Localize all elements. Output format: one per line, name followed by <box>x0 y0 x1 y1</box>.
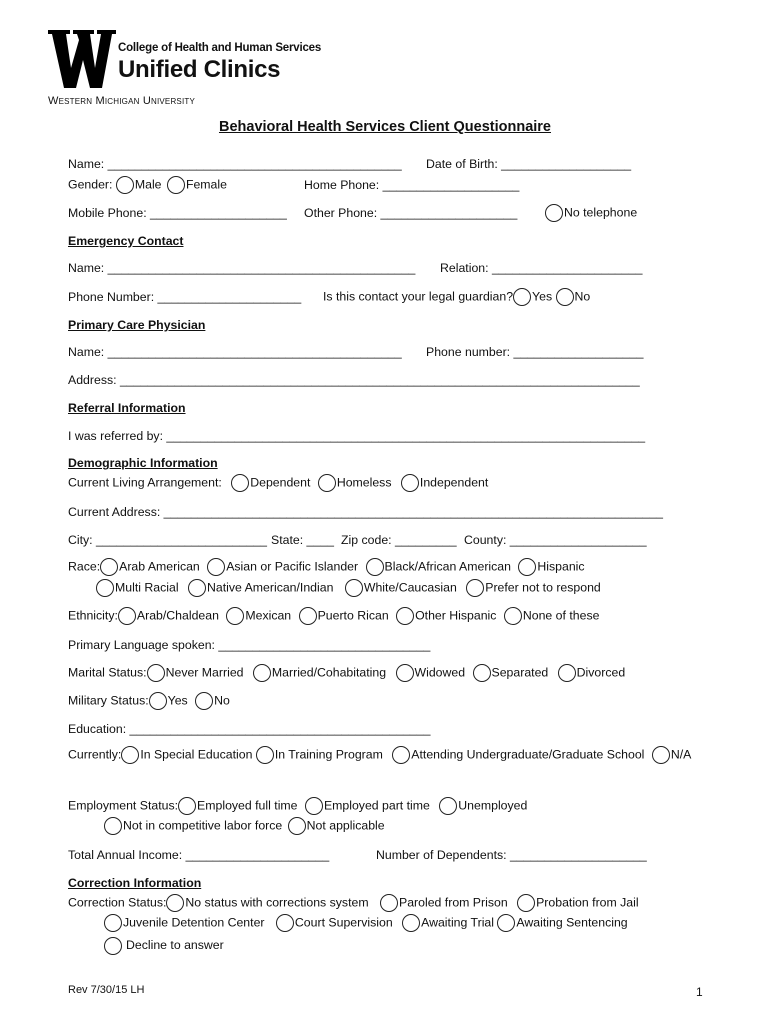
emergency-phone-field[interactable]: Phone Number: _____________________ <box>68 290 302 304</box>
no-telephone-option <box>545 204 637 222</box>
option-label: Independent <box>419 475 489 490</box>
ethnicity-label: Ethnicity: <box>68 608 118 623</box>
radio-court-supervision[interactable] <box>276 914 294 932</box>
university-name: Western Michigan University <box>48 95 196 107</box>
option-label: Decline to answer <box>126 938 224 953</box>
option-label: Court Supervision <box>294 915 393 930</box>
other-phone-field[interactable]: Other Phone: ____________________ <box>304 206 518 220</box>
option-label: Awaiting Sentencing <box>516 915 628 930</box>
radio-not-applicable[interactable] <box>288 817 306 835</box>
county-field[interactable]: County: ____________________ <box>464 533 647 547</box>
option-label: Unemployed <box>458 798 528 813</box>
page-number: 1 <box>696 985 703 999</box>
radio-guardian-yes[interactable] <box>513 288 531 306</box>
radio-male[interactable] <box>116 176 134 194</box>
radio-training-program[interactable] <box>256 746 274 764</box>
currently-label: Currently: <box>68 747 122 762</box>
employment-row-1 <box>68 797 527 815</box>
option-label: Married/Cohabitating <box>271 665 387 680</box>
option-label: No telephone <box>564 205 638 220</box>
radio-female[interactable] <box>167 176 185 194</box>
correction-label: Correction Status: <box>68 895 167 910</box>
option-label: Asian or Pacific Islander <box>226 559 359 574</box>
radio-attending-school[interactable] <box>392 746 410 764</box>
radio-multi-racial[interactable] <box>96 579 114 597</box>
guardian-question: Is this contact your legal guardian? <box>323 289 514 304</box>
college-name: College of Health and Human Services <box>118 42 322 54</box>
marital-row <box>68 664 625 682</box>
radio-never-married[interactable] <box>147 664 165 682</box>
radio-asian-pacific[interactable] <box>207 558 225 576</box>
option-label: Black/African American <box>384 559 511 574</box>
relation-field[interactable]: Relation: ______________________ <box>440 261 643 275</box>
option-label: No <box>574 289 591 304</box>
home-phone-field[interactable]: Home Phone: ____________________ <box>304 178 520 192</box>
radio-decline[interactable] <box>104 937 122 955</box>
wmu-w-logo <box>48 30 116 90</box>
option-label: Separated <box>491 665 549 680</box>
radio-homeless[interactable] <box>318 474 336 492</box>
option-label: Homeless <box>336 475 392 490</box>
option-label: Arab/Chaldean <box>136 608 219 623</box>
option-label: Mexican <box>245 608 292 623</box>
option-label: Widowed <box>414 665 466 680</box>
radio-special-education[interactable] <box>121 746 139 764</box>
radio-divorced[interactable] <box>558 664 576 682</box>
physician-address-field[interactable]: Address: ____________________________________________________________________________ <box>68 373 640 387</box>
physician-heading: Primary Care Physician <box>68 318 206 332</box>
radio-other-hispanic[interactable] <box>396 607 414 625</box>
option-label: Yes <box>167 693 188 708</box>
option-label: Juvenile Detention Center <box>123 915 265 930</box>
radio-guardian-no[interactable] <box>556 288 574 306</box>
military-label: Military Status: <box>68 693 149 708</box>
option-label: Yes <box>532 289 553 304</box>
correction-heading: Correction Information <box>68 876 202 890</box>
radio-awaiting-trial[interactable] <box>402 914 420 932</box>
radio-juvenile-detention[interactable] <box>104 914 122 932</box>
language-field[interactable]: Primary Language spoken: _______________________________ <box>68 638 431 652</box>
zip-field[interactable]: Zip code: _________ <box>341 533 457 547</box>
correction-row-1 <box>68 894 639 912</box>
option-label: Employed part time <box>323 798 430 813</box>
radio-arab-american[interactable] <box>100 558 118 576</box>
income-field[interactable]: Total Annual Income: _____________________ <box>68 848 330 862</box>
radio-employed-part[interactable] <box>305 797 323 815</box>
option-label: Other Hispanic <box>415 608 497 623</box>
employment-row-2 <box>104 817 385 835</box>
state-field[interactable]: State: ____ <box>271 533 334 547</box>
ethnicity-row <box>68 607 599 625</box>
referral-heading: Referral Information <box>68 401 186 415</box>
radio-dependent[interactable] <box>231 474 249 492</box>
radio-hispanic[interactable] <box>518 558 536 576</box>
option-label: In Special Education <box>140 747 253 762</box>
radio-military-yes[interactable] <box>149 692 167 710</box>
dependents-field[interactable]: Number of Dependents: ____________________ <box>376 848 647 862</box>
physician-name-field[interactable]: Name: ___________________________________________ <box>68 345 402 359</box>
currently-row <box>68 746 691 764</box>
option-label: White/Caucasian <box>363 580 457 595</box>
current-address-field[interactable]: Current Address: _________________________________________________________________________ <box>68 505 663 519</box>
radio-employed-full[interactable] <box>178 797 196 815</box>
correction-row-2 <box>104 914 628 932</box>
radio-military-no[interactable] <box>195 692 213 710</box>
radio-paroled[interactable] <box>380 894 398 912</box>
radio-none-of-these[interactable] <box>504 607 522 625</box>
option-label: In Training Program <box>274 747 383 762</box>
option-label: Probation from Jail <box>536 895 639 910</box>
radio-arab-chaldean[interactable] <box>118 607 136 625</box>
option-label: Employed full time <box>197 798 298 813</box>
radio-black-african-american[interactable] <box>366 558 384 576</box>
physician-phone-field[interactable]: Phone number: ___________________ <box>426 345 644 359</box>
option-label: Male <box>134 177 162 192</box>
option-label: No <box>214 693 230 708</box>
option-label: Hispanic <box>537 559 585 574</box>
demographic-heading: Demographic Information <box>68 456 218 470</box>
clinic-name: Unified Clinics <box>118 56 281 83</box>
gender-row <box>68 176 227 194</box>
correction-row-3 <box>104 937 224 955</box>
radio-independent[interactable] <box>401 474 419 492</box>
option-label: Divorced <box>576 665 626 680</box>
option-label: No status with corrections system <box>185 895 369 910</box>
option-label: Native American/Indian <box>206 580 334 595</box>
living-label: Current Living Arrangement: <box>68 475 222 490</box>
option-label: Awaiting Trial <box>421 915 494 930</box>
guardian-row <box>323 288 590 306</box>
radio-widowed[interactable] <box>396 664 414 682</box>
option-label: Female <box>185 177 227 192</box>
mobile-phone-field[interactable]: Mobile Phone: ____________________ <box>68 206 287 220</box>
option-label: Multi Racial <box>115 580 179 595</box>
radio-awaiting-sentencing[interactable] <box>497 914 515 932</box>
option-label: Not applicable <box>306 818 385 833</box>
military-row <box>68 692 230 710</box>
city-field[interactable]: City: _________________________ <box>68 533 267 547</box>
emergency-name-field[interactable]: Name: _____________________________________________ <box>68 261 416 275</box>
race-row-1 <box>68 558 585 576</box>
option-label: None of these <box>522 608 600 623</box>
radio-na[interactable] <box>652 746 670 764</box>
radio-prefer-not[interactable] <box>466 579 484 597</box>
race-label: Race: <box>68 559 101 574</box>
radio-unemployed[interactable] <box>439 797 457 815</box>
option-label: Attending Undergraduate/Graduate School <box>411 747 645 762</box>
radio-mexican[interactable] <box>226 607 244 625</box>
radio-white-caucasian[interactable] <box>345 579 363 597</box>
revision-note: Rev 7/30/15 LH <box>68 984 145 996</box>
race-row-2 <box>96 579 601 597</box>
option-label: Paroled from Prison <box>399 895 508 910</box>
referred-by-field[interactable]: I was referred by: ______________________________________________________________________ <box>68 429 646 443</box>
option-label: Arab American <box>119 559 200 574</box>
option-label: N/A <box>670 747 692 762</box>
radio-puerto-rican[interactable] <box>299 607 317 625</box>
option-label: Puerto Rican <box>317 608 389 623</box>
marital-label: Marital Status: <box>68 665 147 680</box>
employment-label: Employment Status: <box>68 798 179 813</box>
option-label: Dependent <box>250 475 311 490</box>
emergency-heading: Emergency Contact <box>68 234 184 248</box>
option-label: Never Married <box>165 665 244 680</box>
radio-married[interactable] <box>253 664 271 682</box>
radio-separated[interactable] <box>473 664 491 682</box>
radio-no-status[interactable] <box>166 894 184 912</box>
radio-no-telephone[interactable] <box>545 204 563 222</box>
radio-probation[interactable] <box>517 894 535 912</box>
radio-not-competitive[interactable] <box>104 817 122 835</box>
education-field[interactable]: Education: ____________________________________________ <box>68 722 431 736</box>
page-title: Behavioral Health Services Client Questionnaire <box>218 119 551 135</box>
option-label: Not in competitive labor force <box>123 818 283 833</box>
option-label: Prefer not to respond <box>485 580 601 595</box>
living-row <box>68 474 488 492</box>
gender-label: Gender: <box>68 177 113 192</box>
dob-field[interactable]: Date of Birth: ___________________ <box>426 157 632 171</box>
radio-native-american[interactable] <box>188 579 206 597</box>
name-field[interactable]: Name: ___________________________________________ <box>68 157 402 171</box>
